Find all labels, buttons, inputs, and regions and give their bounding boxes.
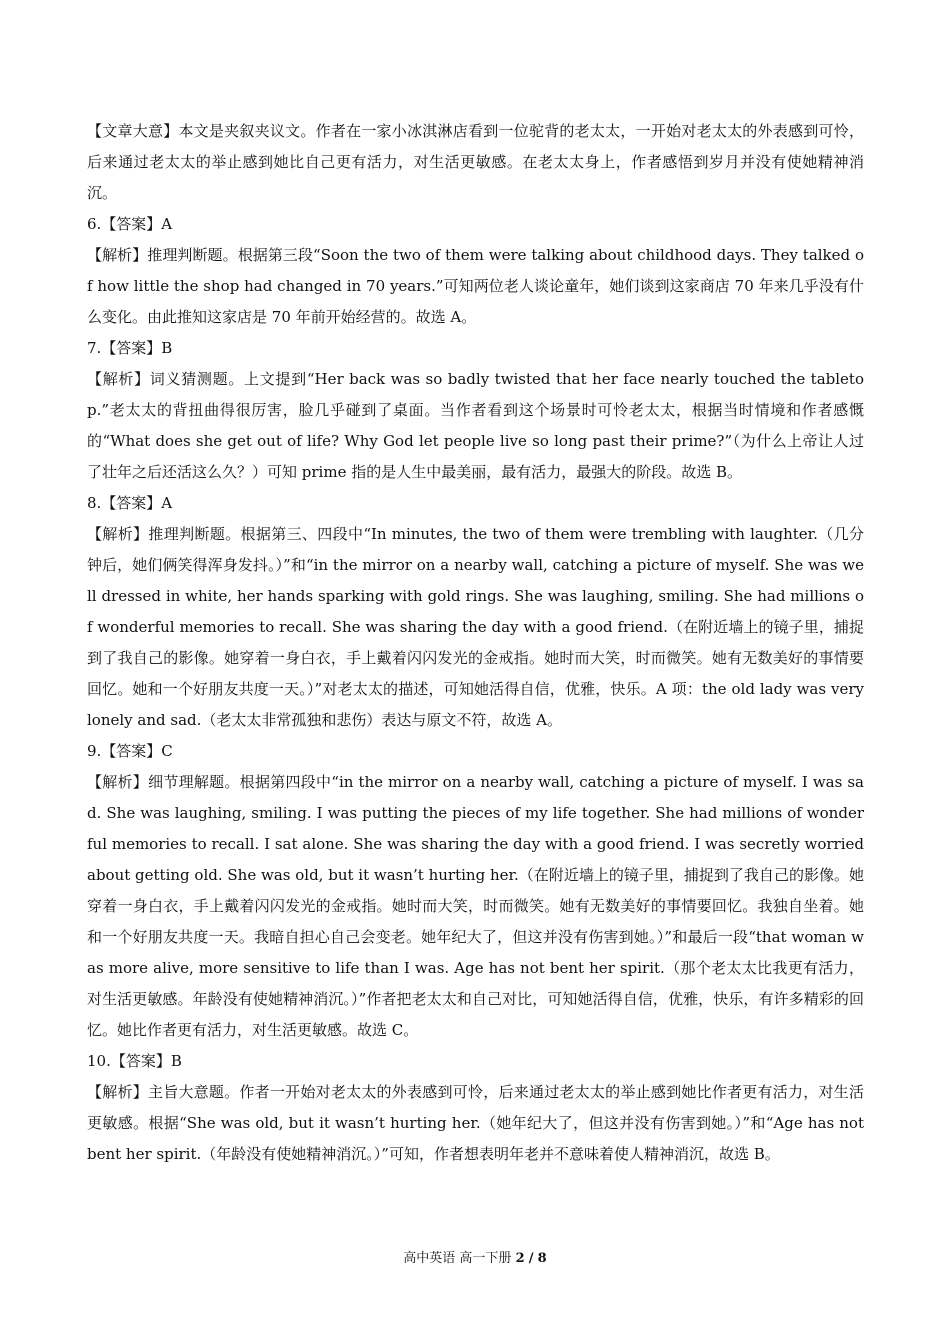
answer-10: 10.【答案】B <box>87 1052 182 1070</box>
summary-paragraph: 【文章大意】本文是夹叙夹议文。作者在一家小冰淇淋店看到一位驼背的老太太，一开始对老太太的外表感到可怜，后来通过老太太的举止感到她比自己更有活力，对生活更敏感。在老太太身上，作者感悟到岁月并没有使她精神消沉。 <box>87 122 864 202</box>
answer-9: 9.【答案】C <box>87 742 173 760</box>
analysis-7: 【解析】词义猜测题。上文提到“Her back was so badly twisted that her face nearly touched the tabletop.”老太太的背扭曲得很厉害，脸几乎碰到了桌面。当作者看到这个场景时可怜老太太，根据当时情境和作者感慨的“What does she get out of life? Why God let people live so long past their prime?”（为什么上帝让人过了壮年之后还活这么久？）可知 prime 指的是人生中最美丽，最有活力，最强大的阶段。故选 B。 <box>87 370 864 481</box>
page-number-separator: / <box>528 1251 534 1266</box>
analysis-10: 【解析】主旨大意题。作者一开始对老太太的外表感到可怜，后来通过老太太的举止感到她比作者更有活力，对生活更敏感。根据“She was old, but it wasn’t hurting her.（她年纪大了，但这并没有伤害到她。）”和“Age has not bent her spirit.（年龄没有使她精神消沉。）”可知，作者想表明年老并不意味着使人精神消沉，故选 B。 <box>87 1083 864 1163</box>
analysis-8: 【解析】推理判断题。根据第三、四段中“In minutes, the two of them were trembling with laughter.（几分钟后，她们俩笑得浑身发抖。）”和“in the mirror on a nearby wall, catching a picture of myself. She was well dressed in white, her hands sparking with gold rings. She was laughing, smiling. She had millions of wonderful memories to recall. She was sharing the day with a good friend.（在附近墙上的镜子里，捕捉到了我自己的影像。她穿着一身白衣，手上戴着闪闪发光的金戒指。她时而大笑，时而微笑。她有无数美好的事情要回忆。她和一个好朋友共度一天。）”对老太太的描述，可知她活得自信，优雅，快乐。A 项：the old lady was very lonely and sad.（老太太非常孤独和悲伤）表达与原文不符，故选 A。 <box>87 525 864 729</box>
footer-subject: 高中英语 高一下册 <box>403 1251 512 1266</box>
answer-7: 7.【答案】B <box>87 339 173 357</box>
analysis-6: 【解析】推理判断题。根据第三段“Soon the two of them were talking about childhood days. They talked of how little the shop had changed in 70 years.”可知两位老人谈论童年，她们谈到这家商店 70 年来几乎没有什么变化。由此推知这家店是 70 年前开始经营的。故选 A。 <box>87 246 864 326</box>
page-number-total: 8 <box>537 1251 547 1266</box>
page-footer <box>0 1247 950 1266</box>
document-body <box>87 116 864 1170</box>
answer-8: 8.【答案】A <box>87 494 173 512</box>
page-number-current: 2 <box>515 1251 525 1266</box>
analysis-9: 【解析】细节理解题。根据第四段中“in the mirror on a nearby wall, catching a picture of myself. I was sad. She was laughing, smiling. I was putting the pieces of my life together. She had millions of wonderful memories to recall. I sat alone. She was sharing the day with a good friend. I was secretly worried about getting old. She was old, but it wasn’t hurting her.（在附近墙上的镜子里，捕捉到了我自己的影像。她穿着一身白衣，手上戴着闪闪发光的金戒指。她时而大笑，时而微笑。她有无数美好的事情要回忆。我独自坐着。她和一个好朋友共度一天。我暗自担心自己会变老。她年纪大了，但这并没有伤害到她。）”和最后一段“that woman was more alive, more sensitive to life than I was. Age has not bent her spirit.（那个老太太比我更有活力，对生活更敏感。年龄没有使她精神消沉。）”作者把老太太和自己对比，可知她活得自信，优雅，快乐，有许多精彩的回忆。她比作者更有活力，对生活更敏感。故选 C。 <box>87 773 864 1039</box>
answer-6: 6.【答案】A <box>87 215 173 233</box>
